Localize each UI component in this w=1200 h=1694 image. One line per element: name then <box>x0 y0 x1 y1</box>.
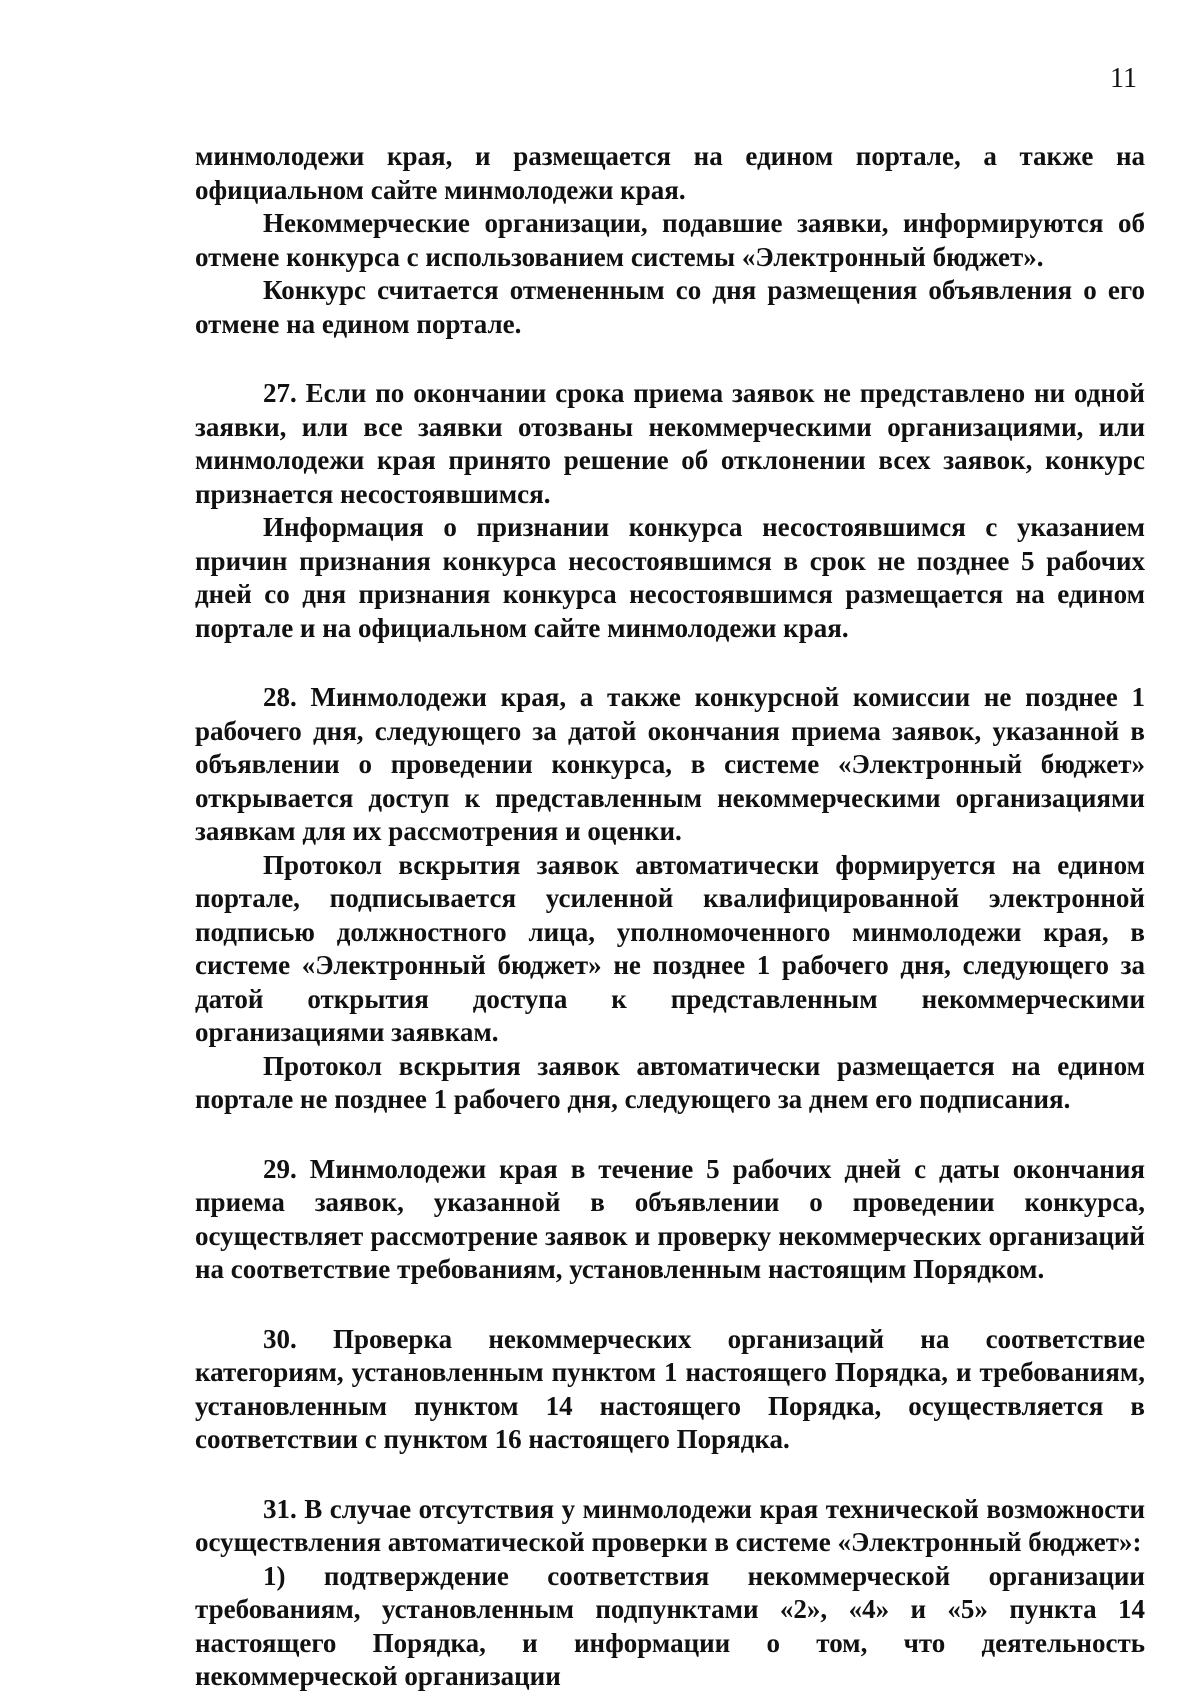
paragraph: 27. Если по окончании срока приема заявок не представлено ни одной заявки, или все заявки отозваны некоммерческими организациями, или минмолодежи края принято решение об отклонении всех заявок, конкурс признается несостоявшимся. <box>195 378 1145 509</box>
paragraph: минмолодежи края, и размещается на едином портале, а также на официальном сайте минмолодежи края. <box>195 141 1145 205</box>
paragraph: Информация о признании конкурса несостоявшимся с указанием причин признания конкурса несостоявшимся в срок не позднее 5 рабочих дней со дня признания конкурса несостоявшимся размещается на едином портале и на официальном сайте минмолодежи края. <box>195 512 1145 643</box>
paragraph: Протокол вскрытия заявок автоматически формируется на едином портале, подписывается усиленной квалифицированной электронной подписью должностного лица, уполномоченного минмолодежи края, в системе «Электронный бюджет» не позднее 1 рабочего дня, следующего за датой открытия доступа к представленным некоммерческими организациями заявкам. <box>195 849 1145 1047</box>
paragraph: 1) подтверждение соответствия некоммерческой организации требованиям, установленным подпунктами «2», «4» и «5» пункта 14 настоящего Порядка, и информации о том, что деятельность некоммерческой организации <box>195 1560 1145 1691</box>
paragraph: Конкурс считается отмененным со дня размещения объявления о его отмене на едином портале. <box>195 275 1145 339</box>
paragraph: 29. Минмолодежи края в течение 5 рабочих дней с даты окончания приема заявок, указанной в объявлении о проведении конкурса, осуществляет рассмотрение заявок и проверку некоммерческих организаций на соответствие требованиям, установленным настоящим Порядком. <box>195 1153 1145 1284</box>
page-number: 11 <box>1110 63 1137 94</box>
document-body <box>195 140 1145 1694</box>
paragraph: 28. Минмолодежи края, а также конкурсной комиссии не позднее 1 рабочего дня, следующего за датой окончания приема заявок, указанной в объявлении о проведении конкурса, в системе «Электронный бюджет» открывается доступ к представленным некоммерческими организациями заявкам для их рассмотрения и оценки. <box>195 682 1145 846</box>
paragraph: Протокол вскрытия заявок автоматически размещается на едином портале не позднее 1 рабочего дня, следующего за днем его подписания. <box>195 1050 1145 1114</box>
paragraph: Некоммерческие организации, подавшие заявки, информируются об отмене конкурса с использованием системы «Электронный бюджет». <box>195 208 1145 272</box>
paragraph: 30. Проверка некоммерческих организаций на соответствие категориям, установленным пунктом 1 настоящего Порядка, и требованиям, установленным пунктом 14 настоящего Порядка, осуществляется в соответствии с пунктом 16 настоящего Порядка. <box>195 1323 1145 1454</box>
paragraph: 31. В случае отсутствия у минмолодежи края технической возможности осуществления автоматической проверки в системе «Электронный бюджет»: <box>195 1493 1145 1557</box>
